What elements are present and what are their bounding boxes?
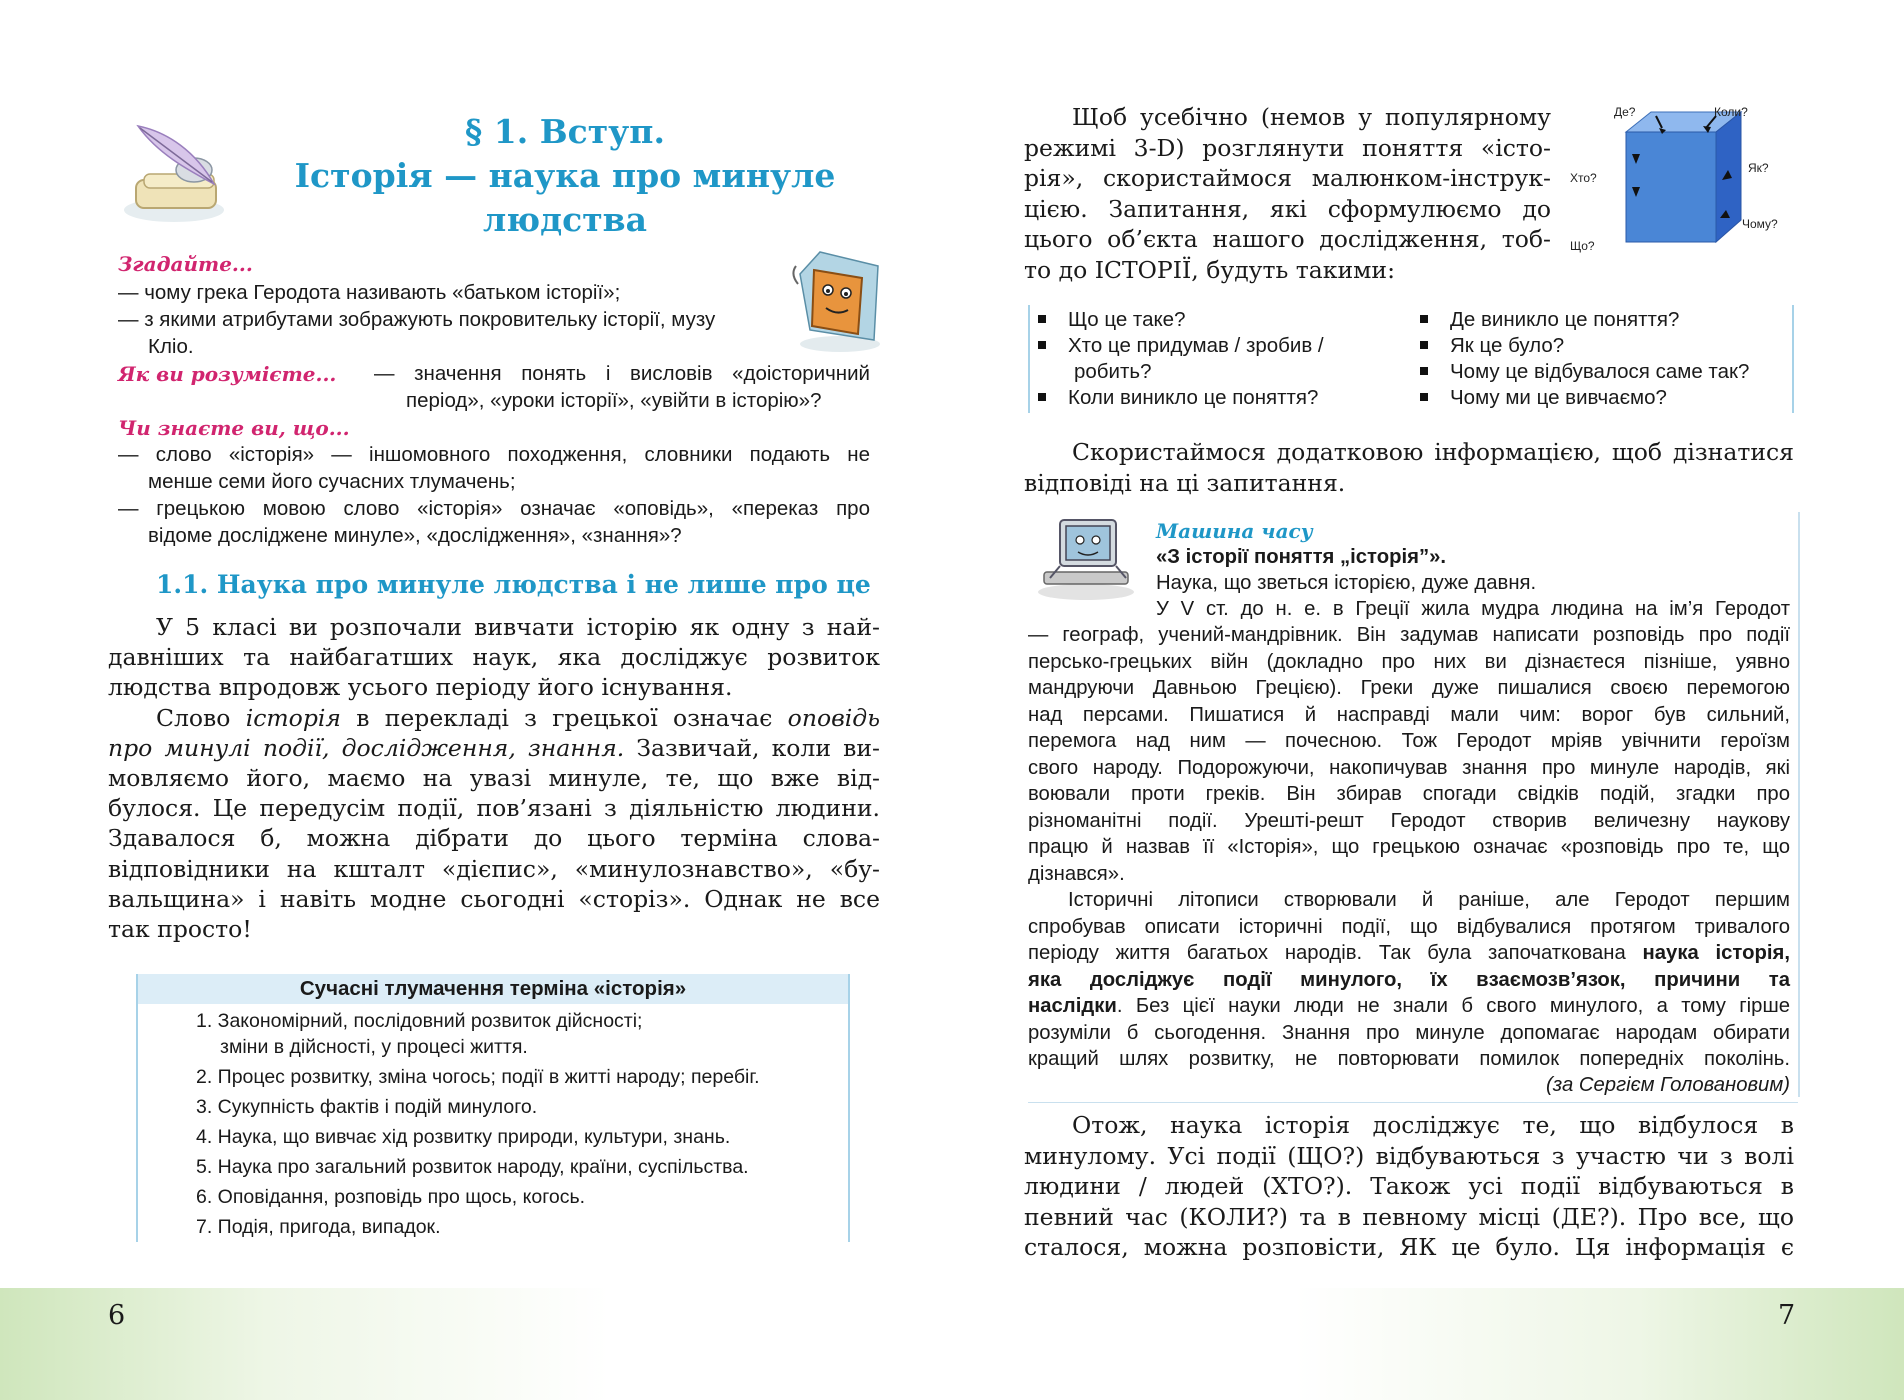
time-machine-source: (за Сергієм Головановим) bbox=[1546, 1074, 1790, 1096]
know-line-4: відоме досліджене минуле», «дослідження», «знання»? bbox=[148, 524, 682, 547]
question-item bbox=[1038, 333, 1324, 359]
time-machine-text: мандруючи Давньою Грецією). Греки дуже пишалися своєю перемогою bbox=[1028, 677, 1790, 699]
definition-item: 6. Оповідання, розповідь про щось, когось. bbox=[196, 1186, 586, 1208]
bullet-icon bbox=[1420, 367, 1428, 375]
question-item bbox=[1420, 333, 1564, 359]
time-machine-line bbox=[1028, 781, 1790, 808]
bullet-icon bbox=[1038, 315, 1046, 323]
remember-item-3: Кліо. bbox=[148, 335, 194, 358]
question-cube-icon bbox=[1566, 102, 1796, 262]
intro-text bbox=[1024, 102, 1551, 285]
time-machine-line-composite bbox=[1028, 940, 1790, 967]
time-machine-line bbox=[1028, 649, 1790, 676]
time-machine-line bbox=[1028, 1020, 1790, 1047]
cube-label-who: Хто? bbox=[1570, 171, 1597, 185]
bottom-line: Отож, наука історія досліджує те, що відбулося в bbox=[1072, 1111, 1794, 1139]
time-machine-line bbox=[1028, 622, 1790, 649]
cube-label-when: Коли? bbox=[1714, 105, 1748, 119]
time-machine-text: кращий шлях розвитку, не повторювати помилок попередніх поколінь. bbox=[1028, 1048, 1790, 1070]
time-machine-box bbox=[1028, 512, 1800, 1097]
understand-line-1: — значення понять і висловів «доісторичний bbox=[374, 362, 870, 385]
body-italic: про минулі події, дослідження, знання. bbox=[108, 733, 625, 762]
time-machine-title: «З історії поняття „історія”». bbox=[1156, 546, 1447, 568]
question-text: Коли виникло це поняття? bbox=[1068, 386, 1319, 409]
body-line: У 5 класі ви розпочали вивчати історію як одну з най- bbox=[156, 613, 880, 641]
bullet-icon bbox=[1038, 393, 1046, 401]
intro-line: режимі 3-D) розглянути поняття «істо- bbox=[1024, 133, 1551, 162]
intro-line: цього об’єкта нашого дослідження, тоб- bbox=[1024, 225, 1551, 253]
time-machine-line bbox=[1028, 702, 1790, 729]
bottom-line: певний час (КОЛИ?) та в певному місці (ДЕ?). Про все, що bbox=[1024, 1202, 1794, 1231]
time-machine-bold: яка досліджує події минулого, їх взаємозв’язок, причини та bbox=[1028, 969, 1790, 991]
body-line: відповідники на кшталт «дієпис», «минулознавство», «бу- bbox=[108, 854, 880, 883]
bullet-icon bbox=[1038, 341, 1046, 349]
time-machine-fragment: . Без цієї науки люди не знали б свого минулого, а тому гірше bbox=[1116, 995, 1790, 1017]
page-number: 7 bbox=[1778, 1300, 1796, 1331]
page-number: 6 bbox=[108, 1300, 126, 1331]
body-line: давніших та найбагатших наук, яка досліджує розвиток bbox=[108, 643, 880, 672]
intro-line: Щоб усебічно (немов у популярному bbox=[1072, 103, 1551, 131]
question-text: Чому це відбувалося саме так? bbox=[1450, 360, 1750, 383]
time-machine-line bbox=[1068, 887, 1790, 914]
question-item bbox=[1420, 385, 1667, 411]
question-text: Чому ми це вивчаємо? bbox=[1450, 386, 1667, 409]
time-machine-bold: наука історія, bbox=[1642, 942, 1790, 964]
body-fragment: Слово bbox=[156, 703, 246, 732]
question-text: Де виникло це поняття? bbox=[1450, 308, 1680, 331]
question-item bbox=[1038, 385, 1318, 411]
bottom-line: сталося, можна розповісти, ЯК це було. Ця інформація є bbox=[1024, 1233, 1794, 1261]
definition-item: 2. Процес розвитку, зміна чогось; події в житті народу; перебіг. bbox=[196, 1066, 760, 1088]
time-machine-line bbox=[1028, 728, 1790, 755]
question-text: Хто це придумав / зробив / bbox=[1068, 334, 1324, 357]
time-machine-text: спробував описати історичні події, що відбувалися протягом тривалого bbox=[1028, 916, 1790, 938]
understand-label: Як ви розумієте... bbox=[118, 362, 337, 386]
definition-item: 3. Сукупність фактів і подій минулого. bbox=[196, 1096, 538, 1118]
know-label: Чи знаєте ви, що... bbox=[118, 416, 350, 440]
time-machine-line bbox=[1028, 755, 1790, 782]
time-machine-line bbox=[1156, 596, 1790, 623]
time-machine-text: воювали проти греків. Він збирав спогади свідків подій, згадки про bbox=[1028, 783, 1790, 805]
divider bbox=[1028, 1102, 1798, 1103]
time-machine-line bbox=[1028, 914, 1790, 941]
time-machine-text: Історичні літописи створювали й раніше, але Геродот першим bbox=[1068, 889, 1790, 911]
bottom-text bbox=[1024, 1110, 1794, 1263]
cube-label-where: Де? bbox=[1614, 105, 1636, 119]
questions-box bbox=[1028, 305, 1794, 413]
intro-line: цією. Запитання, які сформулюємо до bbox=[1024, 194, 1551, 223]
body-fragment: в перекладі з грецької означає bbox=[340, 703, 788, 732]
mid-text bbox=[1024, 437, 1794, 498]
body-line: мовляємо його, маємо на увазі минуле, те, що вже від- bbox=[108, 764, 880, 793]
definition-item: 4. Наука, що вивчає хід розвитку природи, культури, знань. bbox=[196, 1126, 731, 1148]
time-machine-line bbox=[1028, 808, 1790, 835]
body-line: булося. Це передусім події, пов’язані з діяльністю людини. bbox=[108, 794, 880, 823]
time-machine-bold: наслідки bbox=[1028, 995, 1117, 1017]
time-machine-fragment: періоду життя багатьох народів. Так була започаткована bbox=[1028, 942, 1643, 964]
question-item bbox=[1038, 307, 1186, 333]
question-text: Як це було? bbox=[1450, 334, 1565, 357]
time-machine-text: — географ, учений-мандрівник. Він задумав написати розповідь про події bbox=[1028, 624, 1790, 646]
bullet-icon bbox=[1420, 393, 1428, 401]
remember-label: Згадайте... bbox=[118, 252, 253, 276]
know-line-3: — грецькою мовою слово «історія» означає «оповідь», «переказ про bbox=[118, 497, 870, 520]
time-machine-line bbox=[1028, 675, 1790, 702]
time-machine-text bbox=[1028, 940, 1790, 967]
time-machine-line: Наука, що зветься історією, дуже давня. bbox=[1156, 572, 1537, 594]
question-item bbox=[1420, 307, 1679, 333]
cube-label-how: Як? bbox=[1748, 161, 1769, 175]
time-machine-text: над персами. Пишатися й насправді мали чим: ворог був сильний, bbox=[1028, 704, 1790, 726]
section-title-line1: § 1. Вступ. bbox=[465, 112, 665, 151]
body-line: так просто! bbox=[108, 915, 252, 944]
bottom-line: минулому. Усі події (ЩО?) відбуваються з участю чи з волі bbox=[1024, 1141, 1794, 1170]
time-machine-line bbox=[1028, 834, 1790, 861]
time-machine-text: різноманітні події. Урешті-решт Геродот створив величезну наукову bbox=[1028, 810, 1790, 832]
question-item-continuation: робить? bbox=[1074, 360, 1152, 383]
know-line-2: менше семи його сучасних тлумачень; bbox=[148, 470, 516, 493]
body-italic: оповідь bbox=[787, 703, 880, 732]
body-fragment: Зазвичай, коли ви- bbox=[624, 733, 880, 762]
bullet-icon bbox=[1420, 315, 1428, 323]
time-machine-text: У V ст. до н. е. в Греції жила мудра людина на ім’я Геродот bbox=[1156, 598, 1790, 620]
remember-item-1: — чому грека Геродота називають «батьком історії»; bbox=[118, 281, 621, 304]
know-line-1: — слово «історія» — іншомовного походження, словники подають не bbox=[118, 443, 870, 466]
time-machine-text bbox=[1028, 993, 1790, 1020]
time-machine-text: перемога над ним — почесною. Тож Геродот мріяв увічнити героїзм bbox=[1028, 730, 1790, 752]
time-machine-line bbox=[1028, 967, 1790, 994]
body-line: Здавалося б, можна дібрати до цього терміна слова- bbox=[108, 824, 880, 853]
body-italic: історія bbox=[245, 703, 341, 732]
section-title-line2: Історія — наука про минуле bbox=[294, 156, 836, 195]
time-machine-line: дізнався». bbox=[1028, 863, 1125, 885]
question-item bbox=[1420, 359, 1749, 385]
bottom-line: людини / людей (ХТО?). Також усі події відбуваються в bbox=[1024, 1172, 1794, 1200]
mid-line: Скористаймося додатковою інформацією, щоб дізнатися bbox=[1072, 438, 1794, 466]
intro-line: то до ІСТОРІЇ, будуть такими: bbox=[1024, 255, 1395, 284]
question-text: Що це таке? bbox=[1068, 308, 1186, 331]
cube-label-what: Що? bbox=[1570, 239, 1595, 253]
bullet-icon bbox=[1420, 341, 1428, 349]
definitions-title: Сучасні тлумачення терміна «історія» bbox=[138, 974, 848, 1004]
subsection-heading: 1.1. Наука про минуле людства і не лише про це bbox=[156, 570, 871, 599]
time-machine-text: персько-грецьких війн (докладно про них ви дізнаєтеся пізніше, уявно bbox=[1028, 651, 1790, 673]
section-title-line3: людства bbox=[483, 200, 647, 239]
time-machine-line bbox=[1028, 1046, 1790, 1073]
computer-time-machine-icon bbox=[1034, 514, 1138, 602]
cube-label-why: Чому? bbox=[1742, 217, 1778, 231]
definition-item: 7. Подія, пригода, випадок. bbox=[196, 1216, 441, 1238]
remember-item-2: — з якими атрибутами зображують покровительку історії, музу bbox=[118, 308, 716, 331]
time-machine-text: розуміли б сьогодення. Знання про минуле допомагає народам обирати bbox=[1028, 1022, 1790, 1044]
body-line: вальщина» і навіть модне сьогодні «сторіз». Однак не все bbox=[108, 884, 880, 913]
time-machine-line-composite bbox=[1028, 993, 1790, 1020]
time-machine-label: Машина часу bbox=[1156, 519, 1313, 543]
intro-line: рія», скористаймося малюнком-інструк- bbox=[1024, 164, 1551, 192]
definition-item: зміни в дійсності, у процесі життя. bbox=[220, 1036, 528, 1058]
time-machine-text: свого народу. Подорожуючи, накопичував знання про минуле народів, які bbox=[1028, 757, 1790, 779]
definition-item: 5. Наука про загальний розвиток народу, країни, суспільства. bbox=[196, 1156, 749, 1178]
body-line: людства впродовж усього періоду його існування. bbox=[108, 673, 733, 702]
mid-line: відповіді на ці запитання. bbox=[1024, 468, 1346, 497]
definition-item: 1. Закономірний, послідовний розвиток дійсності; bbox=[196, 1010, 643, 1032]
understand-line-2: період», «уроки історії», «увійти в історію»? bbox=[406, 389, 822, 412]
time-machine-text: працю й назвав її «Історія», що грецькою означає «розповідь про те, що bbox=[1028, 836, 1790, 858]
